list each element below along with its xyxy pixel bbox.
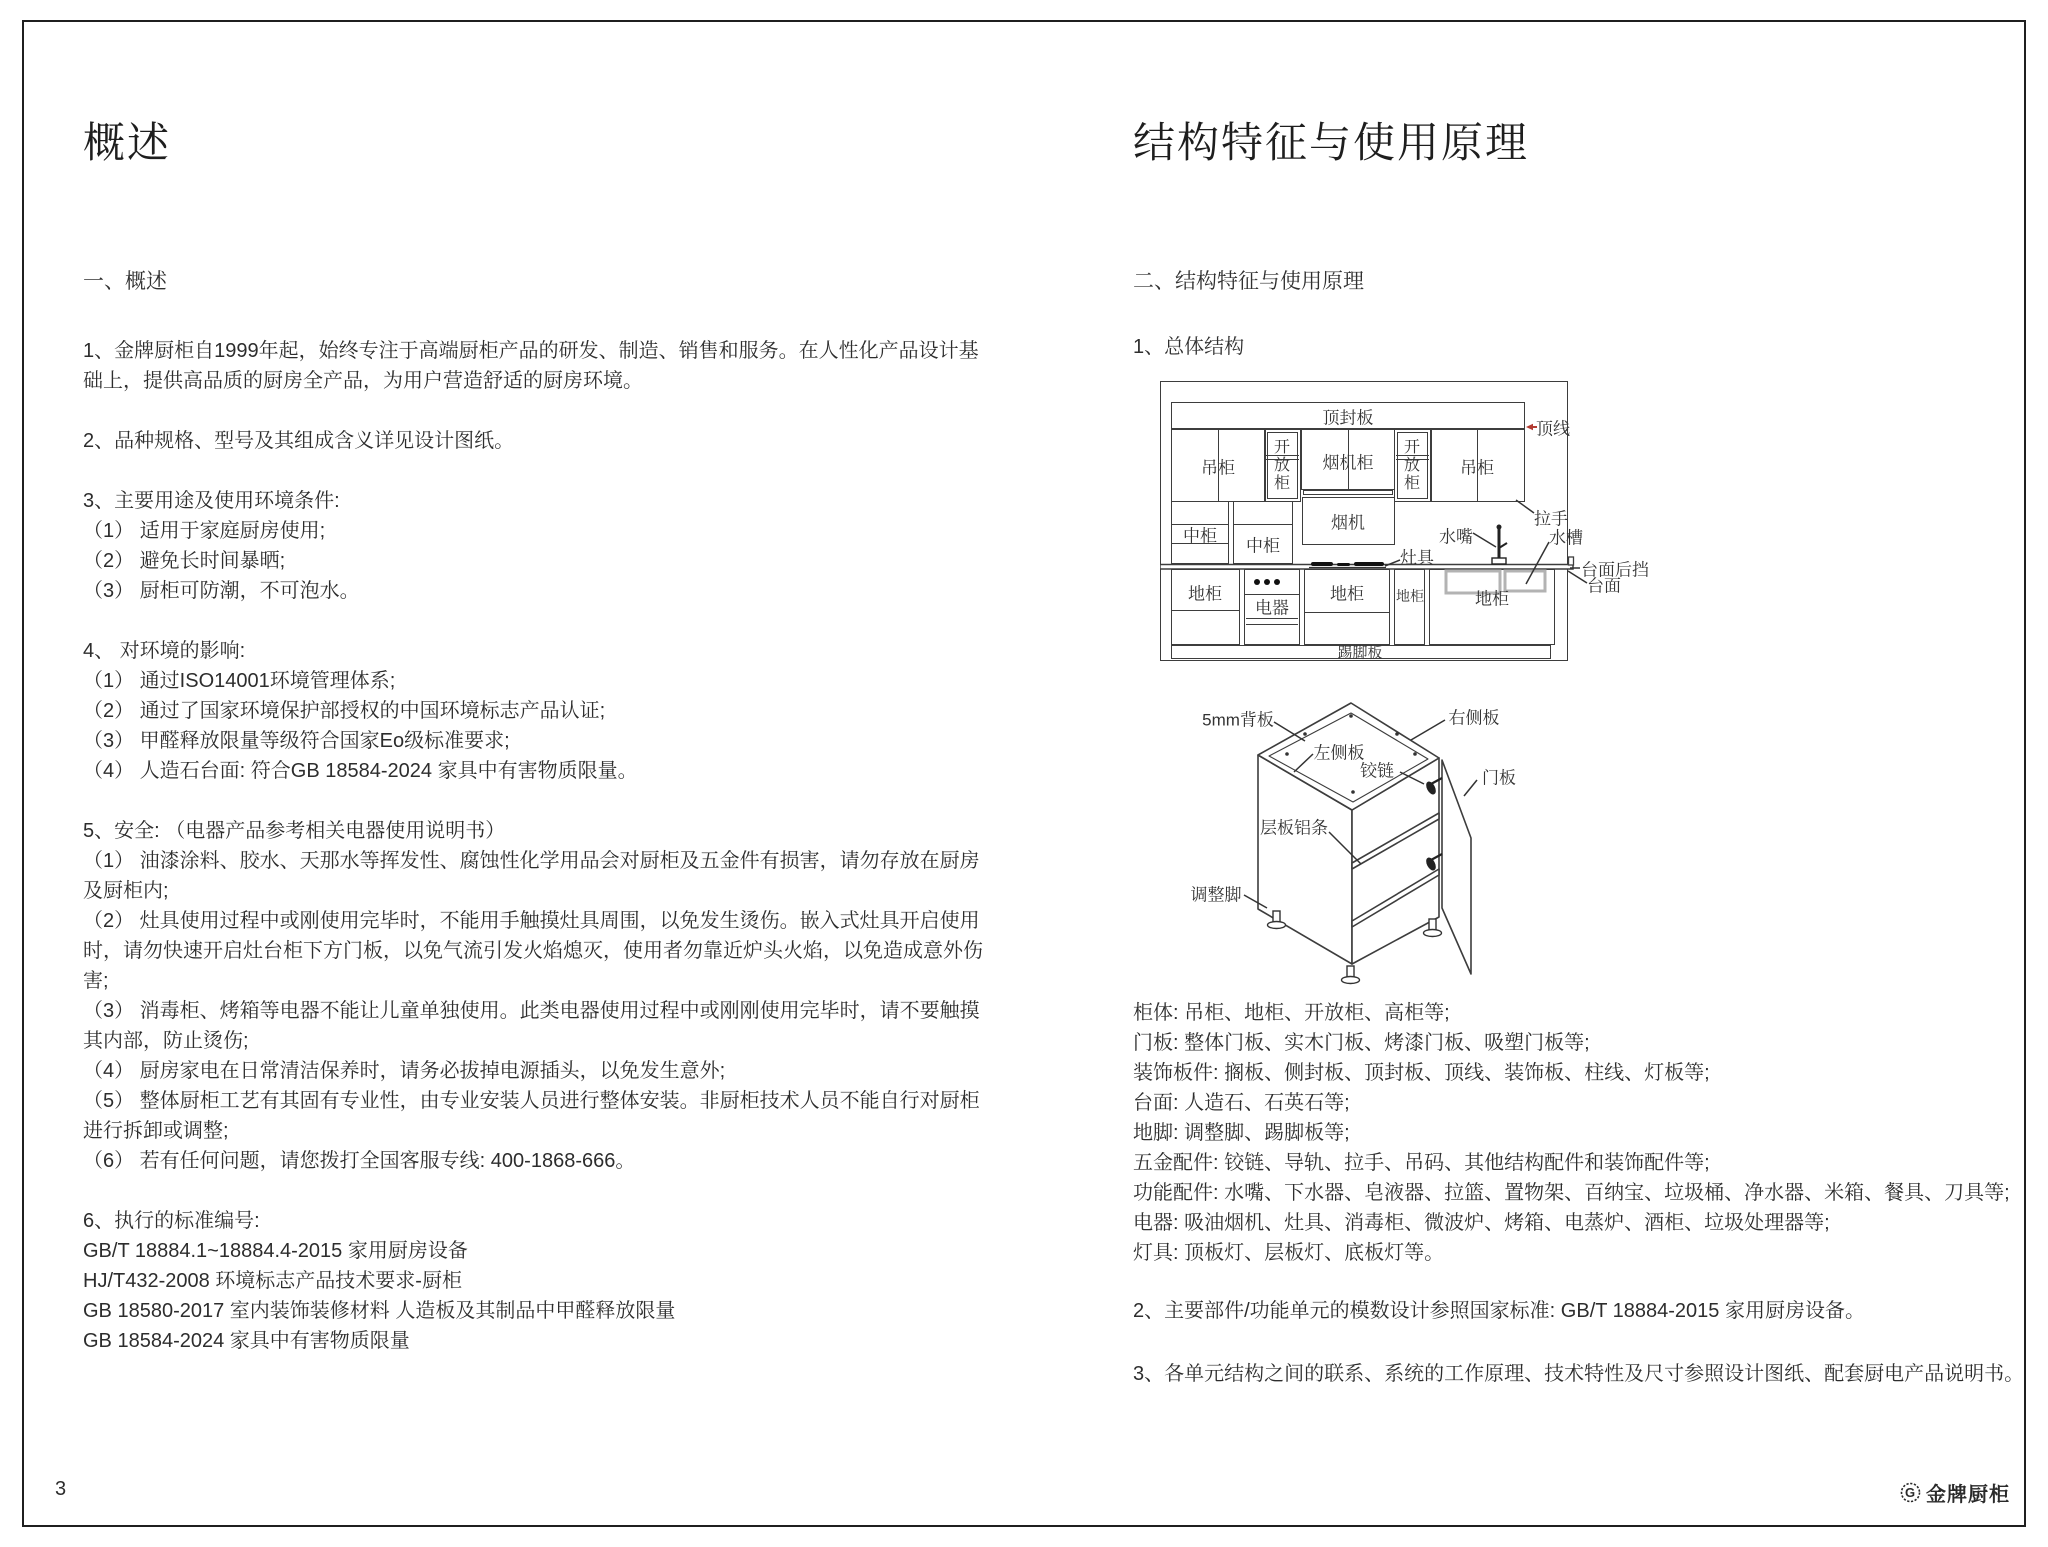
component-line: 灯具: 顶板灯、层板灯、底板灯等。 [1133, 1242, 1445, 1264]
door-panel-label: 门板 [1482, 768, 1516, 788]
sink-bowl-right [1505, 571, 1545, 591]
left-section-heading: 一、概述 [83, 270, 167, 293]
hinge-label: 铰链 [1360, 761, 1394, 781]
left-body-text [83, 336, 983, 1356]
component-line: 电器: 吸油烟机、灶具、消毒柜、微波炉、烤箱、电蒸炉、酒柜、垃圾处理器等; [1133, 1212, 1830, 1234]
left-panel-label: 左侧板 [1313, 743, 1365, 763]
countertop-label: 台面 [1587, 576, 1621, 596]
component-line: 地脚: 调整脚、踢脚板等; [1133, 1122, 1350, 1144]
cooktop-label: 灶具 [1400, 548, 1434, 568]
shelf-strip-label: 层板铝条 [1260, 818, 1328, 838]
list-item: （3） 消毒柜、烤箱等电器不能让儿童单独使用。此类电器使用过程中或刚刚使用完毕时，请不要触摸其内部，防止烫伤; [83, 1000, 980, 1052]
brand-logo [1900, 1478, 2010, 1507]
mid-cabinet-label: 中柜 [1183, 526, 1217, 546]
component-line: 柜体: 吊柜、地柜、开放柜、高柜等; [1133, 1002, 1450, 1024]
base-cabinet-isometric-diagram [1157, 692, 1672, 1010]
standard-line: GB 18580-2017 室内装饰装修材料 人造板及其制品中甲醛释放限量 [83, 1300, 676, 1322]
handle-label: 拉手 [1534, 509, 1568, 529]
list-item: （3） 甲醛释放限量等级符合国家Eo级标准要求; [83, 730, 510, 752]
kitchen-elevation-diagram [1160, 380, 1680, 680]
list-item: （5） 整体厨柜工艺有其固有专业性，由专业安装人员进行整体安装。非厨柜技术人员不能自行对厨柜进行拆卸或调整; [83, 1090, 980, 1142]
elevation-overlay-shapes [1160, 380, 1680, 680]
top-seal-label: 顶封板 [1322, 408, 1374, 428]
base-cabinet-label: 地柜 [1330, 584, 1364, 604]
faucet-shape [1492, 525, 1507, 565]
list-item: （1） 适用于家庭厨房使用; [83, 520, 326, 542]
wall-cabinet-label: 吊柜 [1201, 458, 1235, 478]
component-line: 台面: 人造石、石英石等; [1133, 1092, 1350, 1114]
left-page-title: 概述 [83, 119, 172, 166]
isometric-shapes [1157, 692, 1672, 1010]
list-item: （1） 通过ISO14001环境管理体系; [83, 670, 396, 692]
top-line-label: 顶线 [1536, 419, 1570, 439]
list-item: （6） 若有任何问题，请您拨打全国客服专线: 400-1868-666。 [83, 1150, 636, 1172]
component-line: 功能配件: 水嘴、下水器、皂液器、拉篮、置物架、百纳宝、垃圾桶、净水器、米箱、餐具、刀具等; [1133, 1182, 2010, 1204]
paragraph: 3、主要用途及使用环境条件: [83, 490, 340, 512]
base-cabinet-label: 地柜 [1396, 588, 1424, 604]
appliance-label: 电器 [1255, 598, 1289, 618]
standard-line: HJ/T432-2008 环境标志产品技术要求-厨柜 [83, 1270, 462, 1292]
appliance-knobs [1254, 579, 1280, 585]
standard-line: GB/T 18884.1~18884.4-2015 家用厨房设备 [83, 1240, 468, 1262]
brand-g-icon [1900, 1482, 1921, 1503]
svg-text:G: G [1904, 1485, 1917, 1500]
adjustable-foot-label: 调整脚 [1190, 885, 1242, 905]
right-subheading: 1、总体结构 [1133, 336, 1245, 358]
list-item: （4） 人造石台面: 符合GB 18584-2024 家具中有害物质限量。 [83, 760, 638, 782]
list-item: （2） 避免长时间暴晒; [83, 550, 286, 572]
base-cabinet-label: 地柜 [1188, 584, 1222, 604]
sink-label: 水槽 [1549, 528, 1583, 548]
backsplash-label: 台面后挡 [1581, 560, 1649, 580]
list-item: （3） 厨柜可防潮，不可泡水。 [83, 580, 360, 602]
right-paragraph-2: 2、主要部件/功能单元的模数设计参照国家标准: GB/T 18884-2015 家用厨房设备。 [1133, 1300, 1865, 1322]
paragraph: 2、品种规格、型号及其组成含义详见设计图纸。 [83, 430, 515, 452]
page-number: 3 [55, 1478, 67, 1500]
list-item: （2） 灶具使用过程中或刚使用完毕时，不能用手触摸灶具周围，以免发生烫伤。嵌入式灶具开启使用时，请勿快速开启灶台柜下方门板，以免气流引发火焰熄灭，使用者勿靠近炉头火焰，以免造成意外伤害; [83, 910, 983, 992]
right-panel-label: 右侧板 [1448, 708, 1500, 728]
paragraph: 5、安全: （电器产品参考相关电器使用说明书） [83, 820, 506, 842]
right-section-heading: 二、结构特征与使用原理 [1133, 270, 1364, 293]
wall-cabinet-label: 吊柜 [1460, 458, 1494, 478]
list-item: （2） 通过了国家环境保护部授权的中国环境标志产品认证; [83, 700, 606, 722]
faucet-label: 水嘴 [1439, 527, 1473, 547]
hood-cabinet-label: 烟机柜 [1322, 453, 1374, 473]
paragraph: 1、金牌厨柜自1999年起，始终专注于高端厨柜产品的研发、制造、销售和服务。在人性化产品设计基础上，提供高品质的厨房全产品，为用户营造舒适的厨房环境。 [83, 340, 979, 392]
base-cabinet-label: 地柜 [1475, 589, 1509, 609]
cooktop-shape [1311, 562, 1384, 566]
open-cabinet-label: 开放柜 [1273, 439, 1290, 492]
paragraph: 4、 对环境的影响: [83, 640, 246, 662]
range-hood-label: 烟机 [1331, 513, 1365, 533]
back-panel-label: 5mm背板 [1202, 710, 1274, 730]
list-item: （1） 油漆涂料、胶水、天那水等挥发性、腐蚀性化学用品会对厨柜及五金件有损害，请勿存放在厨房及厨柜内; [83, 850, 980, 902]
component-line: 门板: 整体门板、实木门板、烤漆门板、吸塑门板等; [1133, 1032, 1590, 1054]
brand-name: 金牌厨柜 [1926, 1484, 2010, 1506]
open-cabinet-label: 开放柜 [1403, 439, 1420, 492]
component-line: 五金配件: 铰链、导轨、拉手、吊码、其他结构配件和装饰配件等; [1133, 1152, 1710, 1174]
paragraph: 6、执行的标准编号: [83, 1210, 260, 1232]
component-line: 装饰板件: 搁板、侧封板、顶封板、顶线、装饰板、柱线、灯板等; [1133, 1062, 1710, 1084]
right-paragraph-3: 3、各单元结构之间的联系、系统的工作原理、技术特性及尺寸参照设计图纸、配套厨电产品说明书。 [1133, 1363, 2025, 1385]
standard-line: GB 18584-2024 家具中有害物质限量 [83, 1330, 410, 1352]
mid-cabinet-label: 中柜 [1246, 536, 1280, 556]
list-item: （4） 厨房家电在日常清洁保养时，请务必拔掉电源插头，以免发生意外; [83, 1060, 726, 1082]
right-page-title: 结构特征与使用原理 [1133, 119, 1530, 166]
backsplash-shape [1569, 557, 1574, 565]
kickboard-label: 踢脚板 [1337, 644, 1383, 662]
component-list [1133, 998, 2048, 1268]
